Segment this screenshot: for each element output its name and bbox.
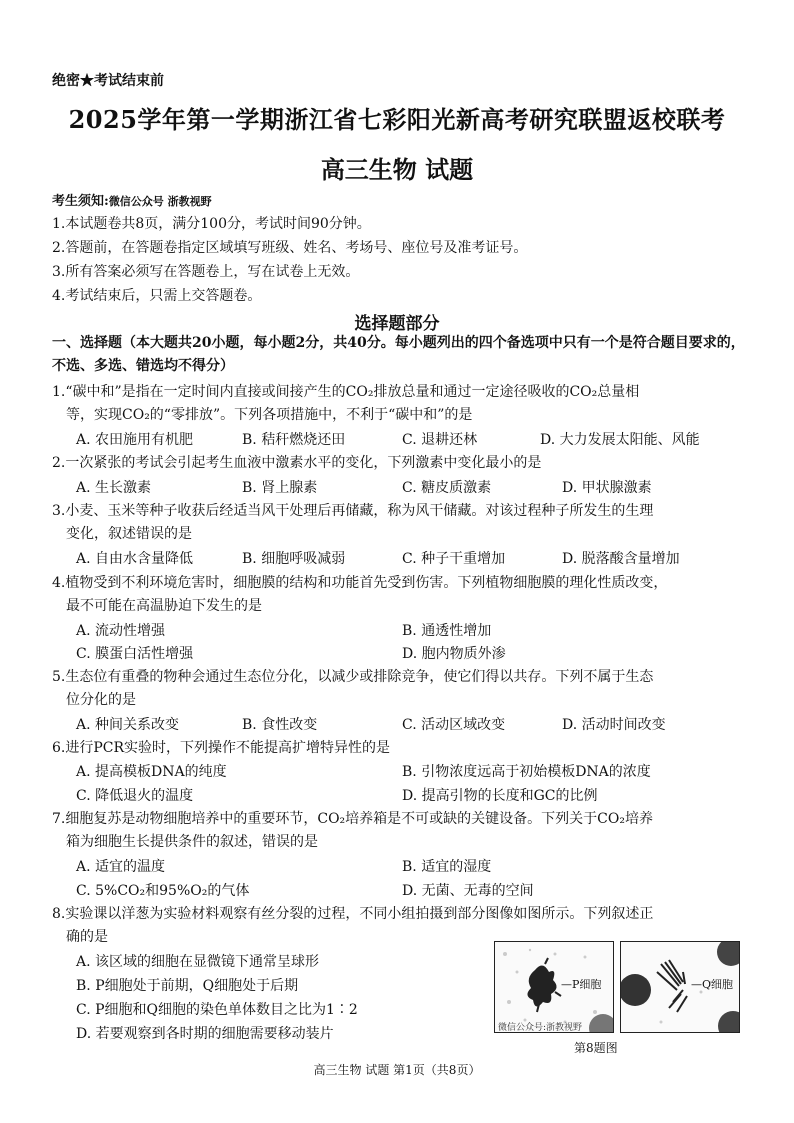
option-d: D. 大力发展太阳能、风能 bbox=[540, 432, 700, 448]
question-stem-cont: 等，实现CO₂的“零排放”。下列各项措施中，不利于“碳中和”的是 bbox=[66, 407, 473, 423]
question-stem: 5.生态位有重叠的物种会通过生态位分化，以减少或排除竞争，使它们得以共存。下列不属于生态 bbox=[52, 669, 654, 685]
exam-title: 2025学年第一学期浙江省七彩阳光新高考研究联盟返校联考 bbox=[68, 105, 726, 134]
micrograph-q bbox=[620, 941, 740, 1033]
option-b: B. P细胞处于前期，Q细胞处于后期 bbox=[76, 978, 299, 994]
option-b: B. 秸秆燃烧还田 bbox=[242, 432, 346, 448]
option-b: B. 引物浓度远高于初始模板DNA的浓度 bbox=[402, 764, 651, 780]
section-title: 选择题部分 bbox=[354, 314, 440, 334]
option-d: D. 活动时间改变 bbox=[562, 717, 666, 733]
option-a: A. 该区域的细胞在显微镜下通常呈球形 bbox=[76, 954, 320, 970]
option-d: D. 脱落酸含量增加 bbox=[562, 551, 680, 567]
p-cell-label: —P细胞 bbox=[561, 978, 602, 991]
question-4 bbox=[52, 572, 752, 618]
exam-subtitle: 高三生物 试题 bbox=[320, 155, 474, 184]
question-7 bbox=[52, 808, 752, 854]
watermark: 微信公众号:浙教视野 bbox=[498, 1023, 583, 1033]
question-stem-cont: 变化，叙述错误的是 bbox=[66, 526, 192, 542]
option-c: C. 膜蛋白活性增强 bbox=[76, 646, 194, 662]
q-cell-label: —Q细胞 bbox=[691, 978, 734, 991]
option-a: A. 种间关系改变 bbox=[76, 717, 180, 733]
option-c: C. 5%CO₂和95%O₂的气体 bbox=[76, 883, 250, 899]
figure-caption: 第8题图 bbox=[574, 1041, 618, 1055]
wechat-note: 微信公众号 浙教视野 bbox=[108, 195, 212, 208]
option-b: B. 肾上腺素 bbox=[242, 480, 318, 496]
notice-item: 2.答题前，在答题卷指定区域填写班级、姓名、考场号、座位号及准考证号。 bbox=[52, 240, 528, 256]
question-6 bbox=[52, 737, 752, 760]
notice-item: 3.所有答案必须写在答题卷上，写在试卷上无效。 bbox=[52, 264, 360, 280]
question-stem-cont: 最不可能在高温胁迫下发生的是 bbox=[66, 598, 262, 614]
question-stem-cont: 位分化的是 bbox=[66, 692, 136, 708]
option-d: D. 甲状腺激素 bbox=[562, 480, 652, 496]
option-a: A. 生长激素 bbox=[76, 480, 152, 496]
question-stem: 3.小麦、玉米等种子收获后经适当风干处理后再储藏，称为风干储藏。对该过程种子所发生的生理 bbox=[52, 503, 654, 519]
option-c: C. 降低退火的温度 bbox=[76, 788, 194, 804]
question-stem: 2.一次紧张的考试会引起考生血液中激素水平的变化，下列激素中变化最小的是 bbox=[52, 455, 542, 471]
option-d: D. 无菌、无毒的空间 bbox=[402, 883, 534, 899]
micrograph-p bbox=[494, 941, 614, 1033]
question-2 bbox=[52, 452, 752, 475]
option-a: A. 农田施用有机肥 bbox=[76, 432, 194, 448]
notice-item: 1.本试题卷共8页，满分100分，考试时间90分钟。 bbox=[52, 216, 371, 232]
option-a: A. 自由水含量降低 bbox=[76, 551, 194, 567]
notice-item: 4.考试结束后，只需上交答题卷。 bbox=[52, 288, 262, 304]
question-stem-cont: 箱为细胞生长提供条件的叙述，错误的是 bbox=[66, 834, 318, 850]
option-c: C. P细胞和Q细胞的染色单体数目之比为1∶2 bbox=[76, 1002, 358, 1018]
option-b: B. 食性改变 bbox=[242, 717, 318, 733]
question-5 bbox=[52, 666, 752, 712]
question-stem: 8.实验课以洋葱为实验材料观察有丝分裂的过程，不同小组拍摄到部分图像如图所示。下列叙述正 bbox=[52, 906, 654, 922]
option-b: B. 细胞呼吸减弱 bbox=[242, 551, 346, 567]
question-stem: 4.植物受到不利环境危害时，细胞膜的结构和功能首先受到伤害。下列植物细胞膜的理化性质改变， bbox=[52, 575, 668, 591]
option-c: C. 种子干重增加 bbox=[402, 551, 506, 567]
question-stem: 1.“碳中和”是指在一定时间内直接或间接产生的CO₂排放总量和通过一定途径吸收的CO₂总量相 bbox=[52, 384, 640, 400]
option-b: B. 适宜的湿度 bbox=[402, 859, 492, 875]
option-c: C. 糖皮质激素 bbox=[402, 480, 492, 496]
part-intro: 一、选择题（本大题共20小题，每小题2分，共40分。每小题列出的四个备选项中只有一个是符合题目要求的，不选、多选、错选均不得分） bbox=[52, 335, 745, 374]
question-3 bbox=[52, 500, 752, 546]
notice-heading: 考生须知:微信公众号 浙教视野 bbox=[52, 194, 212, 209]
option-d: D. 提高引物的长度和GC的比例 bbox=[402, 788, 598, 804]
confidential-mark: 绝密★考试结束前 bbox=[52, 73, 164, 89]
question-stem-cont: 确的是 bbox=[66, 929, 108, 945]
option-d: D. 若要观察到各时期的细胞需要移动装片 bbox=[76, 1026, 334, 1042]
option-c: C. 退耕还林 bbox=[402, 432, 478, 448]
option-d: D. 胞内物质外渗 bbox=[402, 646, 506, 662]
option-a: A. 提高模板DNA的纯度 bbox=[76, 764, 227, 780]
option-c: C. 活动区域改变 bbox=[402, 717, 506, 733]
option-a: A. 适宜的温度 bbox=[76, 859, 166, 875]
question-stem: 7.细胞复苏是动物细胞培养中的重要环节，CO₂培养箱是不可或缺的关键设备。下列关于CO₂培养 bbox=[52, 811, 653, 827]
question-1 bbox=[52, 381, 752, 427]
option-a: A. 流动性增强 bbox=[76, 623, 166, 639]
page-footer: 高三生物 试题 第1页（共8页） bbox=[313, 1063, 481, 1077]
question-stem: 6.进行PCR实验时，下列操作不能提高扩增特异性的是 bbox=[52, 740, 391, 756]
option-b: B. 通透性增加 bbox=[402, 623, 492, 639]
